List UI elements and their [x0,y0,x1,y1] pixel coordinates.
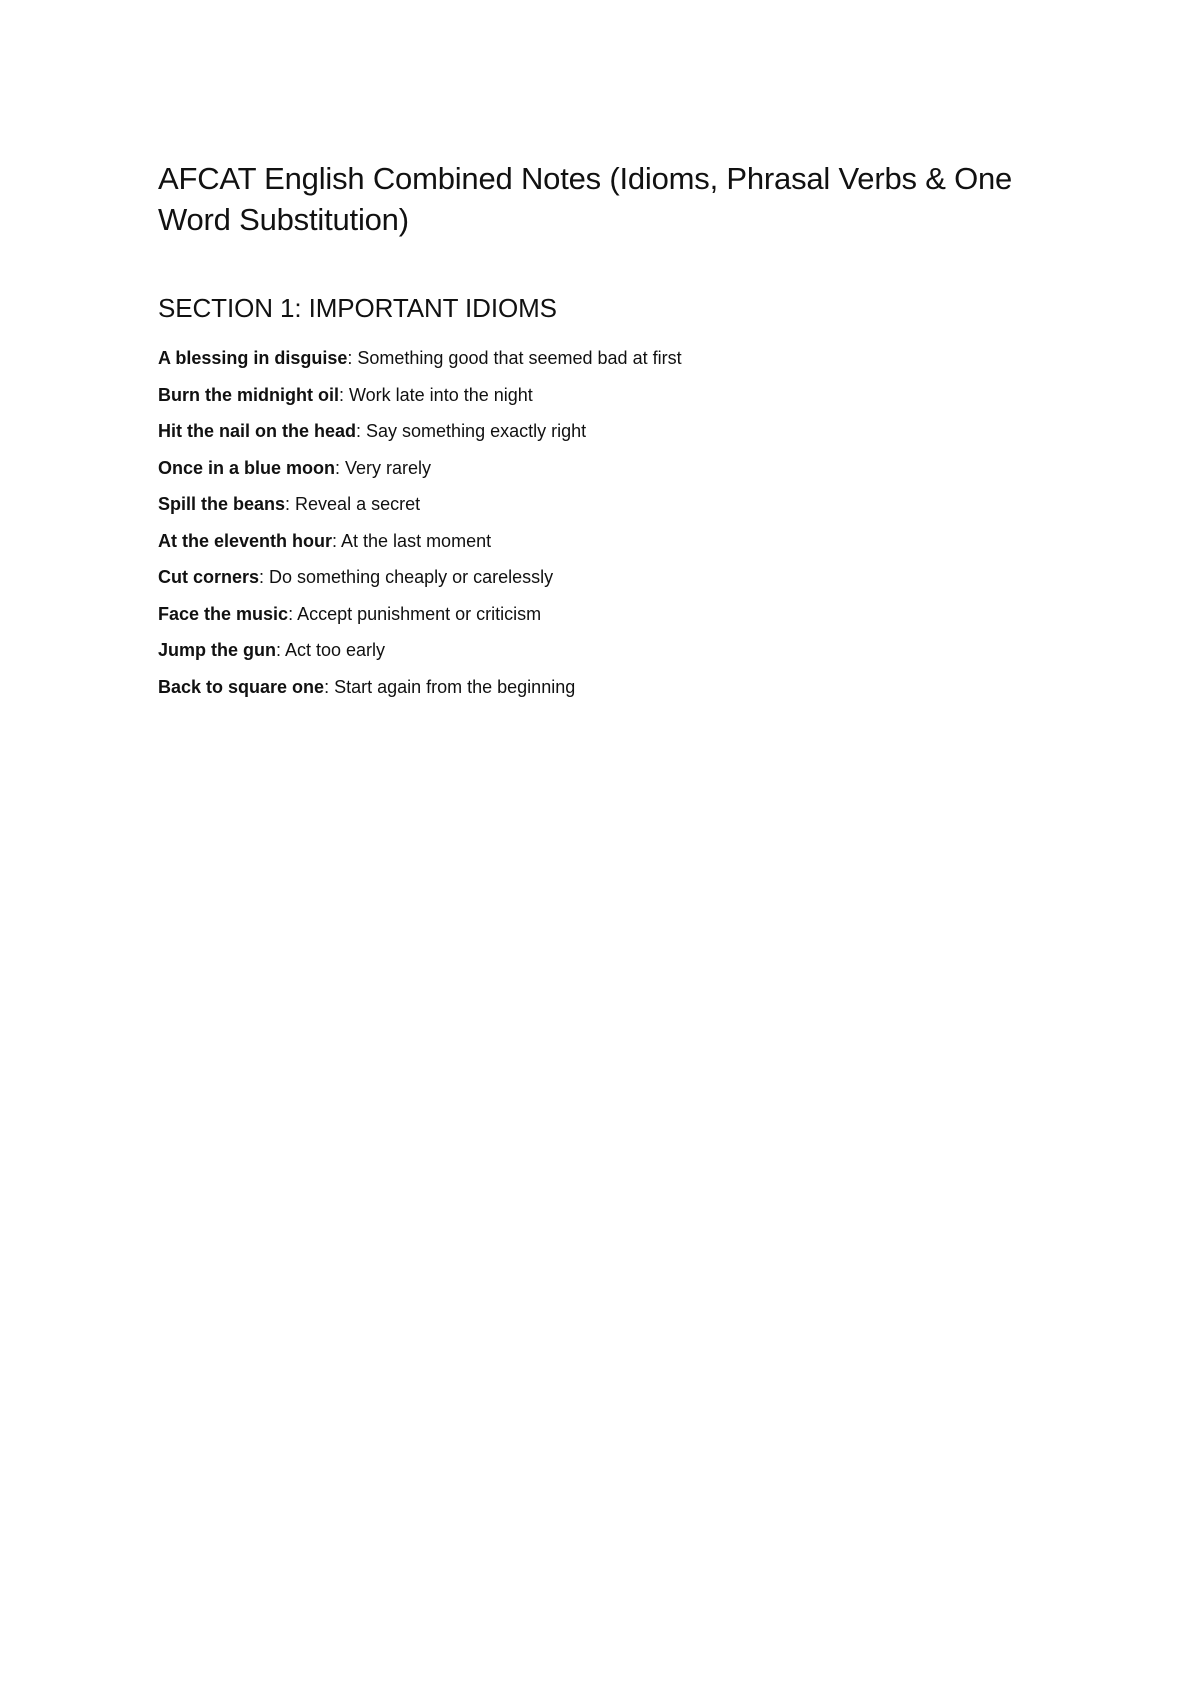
idiom-term: Cut corners [158,567,260,587]
section-heading: SECTION 1: IMPORTANT IDIOMS [158,293,557,323]
idiom-item [158,491,682,528]
idiom-item [158,674,682,711]
idiom-item [158,637,682,674]
document-title: AFCAT English Combined Notes (Idioms, Phrasal Verbs & One Word Substitution) [158,161,1013,237]
idiom-meaning: : Reveal a secret [285,494,421,514]
idiom-term: Burn the midnight oil [158,384,339,405]
idiom-meaning: : At the last moment [332,530,492,551]
idiom-term: Spill the beans [158,494,286,514]
idiom-meaning: : Accept punishment or criticism [288,603,542,624]
idiom-item [158,345,682,382]
idiom-term: Once in a blue moon [158,457,336,478]
idiom-item [158,564,682,601]
idiom-meaning: : Very rarely [335,457,432,478]
idiom-term: A blessing in disguise [158,348,348,368]
idiom-term: Hit the nail on the head [158,421,357,441]
idiom-item [158,455,682,492]
idiom-term: Face the music [158,603,289,624]
idiom-meaning: : Start again from the beginning [324,676,576,697]
idiom-item [158,382,682,419]
idiom-term: Jump the gun [158,640,276,660]
idiom-term: Back to square one [158,676,325,697]
idiom-term: At the eleventh hour [158,530,333,551]
idiom-item [158,601,682,638]
idiom-list [158,345,682,710]
idiom-meaning: : Do something cheaply or carelessly [259,567,554,587]
idiom-meaning: : Something good that seemed bad at first [347,348,682,368]
idiom-meaning: : Work late into the night [338,384,533,405]
idiom-meaning: : Say something exactly right [356,421,587,441]
idiom-item [158,418,682,455]
idiom-meaning: : Act too early [276,640,386,660]
idiom-item [158,528,682,565]
